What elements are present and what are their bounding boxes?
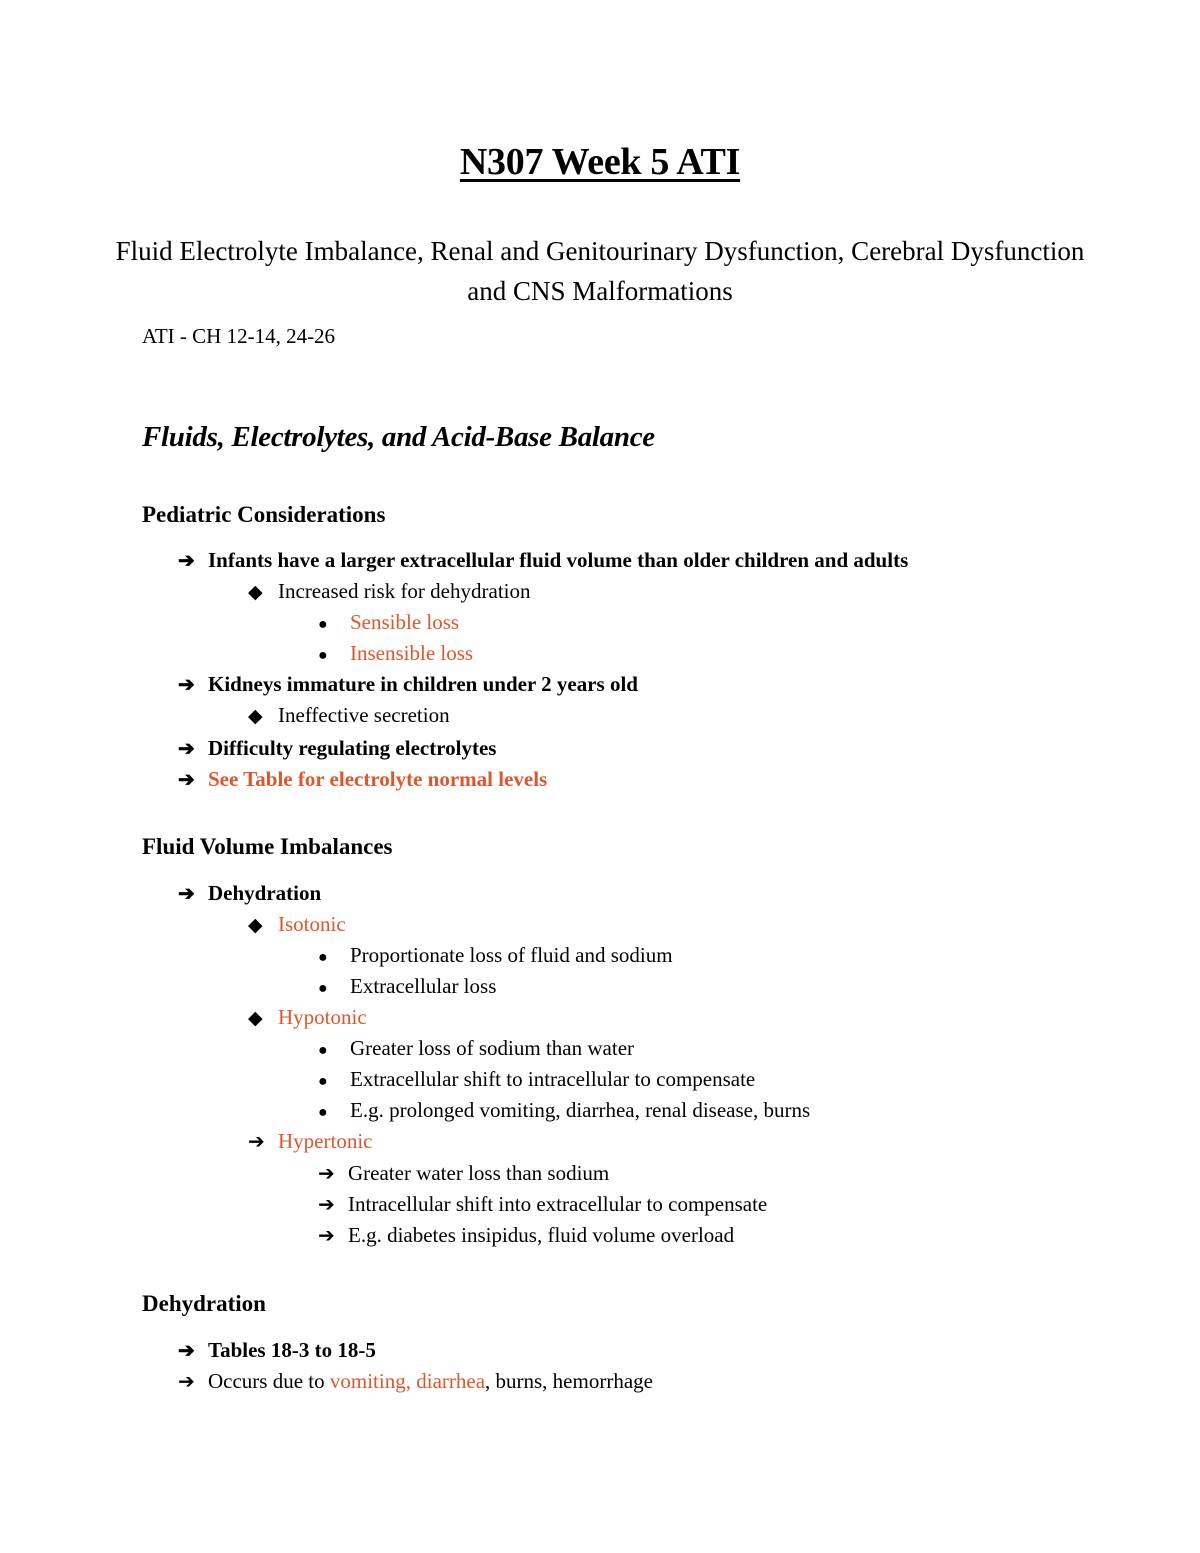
list-item-text: Proportionate loss of fluid and sodium — [350, 943, 673, 967]
list-item — [248, 1126, 372, 1156]
pediatric-heading: Pediatric Considerations — [142, 502, 386, 527]
list-item — [248, 909, 346, 939]
list-item — [318, 940, 673, 970]
list-item — [318, 971, 496, 1001]
list-item — [178, 1335, 376, 1365]
list-item — [318, 1033, 634, 1063]
dot-bullet-icon: ● — [318, 647, 328, 664]
list-item-text: Extracellular shift to intracellular to compensate — [350, 1067, 756, 1091]
list-item-text: E.g. prolonged vomiting, diarrhea, renal disease, burns — [350, 1098, 811, 1122]
arrow-icon: ➔ — [318, 1194, 335, 1216]
dot-bullet-icon: ● — [318, 980, 328, 997]
dot-bullet-icon: ● — [318, 1042, 328, 1059]
list-item — [318, 1189, 767, 1219]
diamond-bullet-icon: ◆ — [248, 915, 263, 936]
arrow-icon: ➔ — [178, 769, 195, 791]
arrow-icon: ➔ — [318, 1225, 335, 1247]
list-item-text: Dehydration — [208, 881, 322, 905]
list-item — [318, 1220, 734, 1250]
list-item — [248, 1002, 367, 1032]
list-item-text: Greater water loss than sodium — [348, 1161, 610, 1185]
list-item — [318, 1158, 609, 1188]
dot-bullet-icon: ● — [318, 1073, 328, 1090]
list-item-text: See Table for electrolyte normal levels — [208, 767, 548, 791]
arrow-icon: ➔ — [178, 738, 195, 760]
list-item-text: Greater loss of sodium than water — [350, 1036, 635, 1060]
list-item — [248, 700, 450, 730]
list-item-text: Intracellular shift into extracellular to compensate — [348, 1192, 768, 1216]
list-item — [318, 1095, 810, 1125]
document-title: N307 Week 5 ATI — [459, 141, 741, 183]
arrow-icon: ➔ — [248, 1131, 265, 1153]
list-item-text: Insensible loss — [350, 641, 474, 665]
arrow-icon: ➔ — [178, 550, 195, 572]
list-item — [318, 1064, 755, 1094]
diamond-bullet-icon: ◆ — [248, 1008, 263, 1029]
list-item — [178, 1366, 653, 1396]
list-item-text: , burns, hemorrhage — [485, 1369, 653, 1393]
list-item-text: Occurs due to — [208, 1369, 330, 1393]
list-item — [178, 733, 496, 763]
list-item-text: Hypertonic — [278, 1129, 373, 1153]
list-item — [248, 576, 530, 606]
section-heading: Fluids, Electrolytes, and Acid-Base Balance — [142, 421, 655, 453]
arrow-icon: ➔ — [178, 883, 195, 905]
list-item — [318, 607, 459, 637]
dot-bullet-icon: ● — [318, 616, 328, 633]
arrow-icon: ➔ — [178, 1340, 195, 1362]
list-item-text: Hypotonic — [278, 1005, 367, 1029]
list-item — [178, 545, 908, 575]
list-item-text: Kidneys immature in children under 2 years old — [208, 672, 638, 696]
arrow-icon: ➔ — [318, 1163, 335, 1185]
fluid-volume-heading: Fluid Volume Imbalances — [142, 834, 393, 859]
highlighted-text: vomiting, diarrhea — [329, 1369, 486, 1393]
dot-bullet-icon: ● — [318, 949, 328, 966]
arrow-icon: ➔ — [178, 1371, 195, 1393]
list-item — [318, 638, 473, 668]
diamond-bullet-icon: ◆ — [248, 706, 263, 727]
document-subtitle: Fluid Electrolyte Imbalance, Renal and Genitourinary Dysfunction, Cerebral Dysfunction and CNS Malformations — [115, 236, 1085, 306]
list-item — [178, 878, 321, 908]
list-item-text: Ineffective secretion — [278, 703, 450, 727]
list-item — [178, 669, 638, 699]
list-item-text: Infants have a larger extracellular fluid volume than older children and adults — [208, 548, 909, 572]
list-item-text: Difficulty regulating electrolytes — [208, 736, 497, 760]
diamond-bullet-icon: ◆ — [248, 582, 263, 603]
list-item-text: E.g. diabetes insipidus, fluid volume overload — [348, 1223, 735, 1247]
arrow-icon: ➔ — [178, 674, 195, 696]
list-item — [178, 764, 547, 794]
list-item-text: Increased risk for dehydration — [278, 579, 531, 603]
chapter-reference: ATI - CH 12-14, 24-26 — [142, 324, 336, 348]
list-item-text: Tables 18-3 to 18-5 — [208, 1338, 376, 1362]
list-item-text: Extracellular loss — [350, 974, 497, 998]
list-item-text: Sensible loss — [350, 610, 460, 634]
list-item-text: Isotonic — [278, 912, 346, 936]
dehydration-heading: Dehydration — [142, 1291, 266, 1316]
dot-bullet-icon: ● — [318, 1104, 328, 1121]
